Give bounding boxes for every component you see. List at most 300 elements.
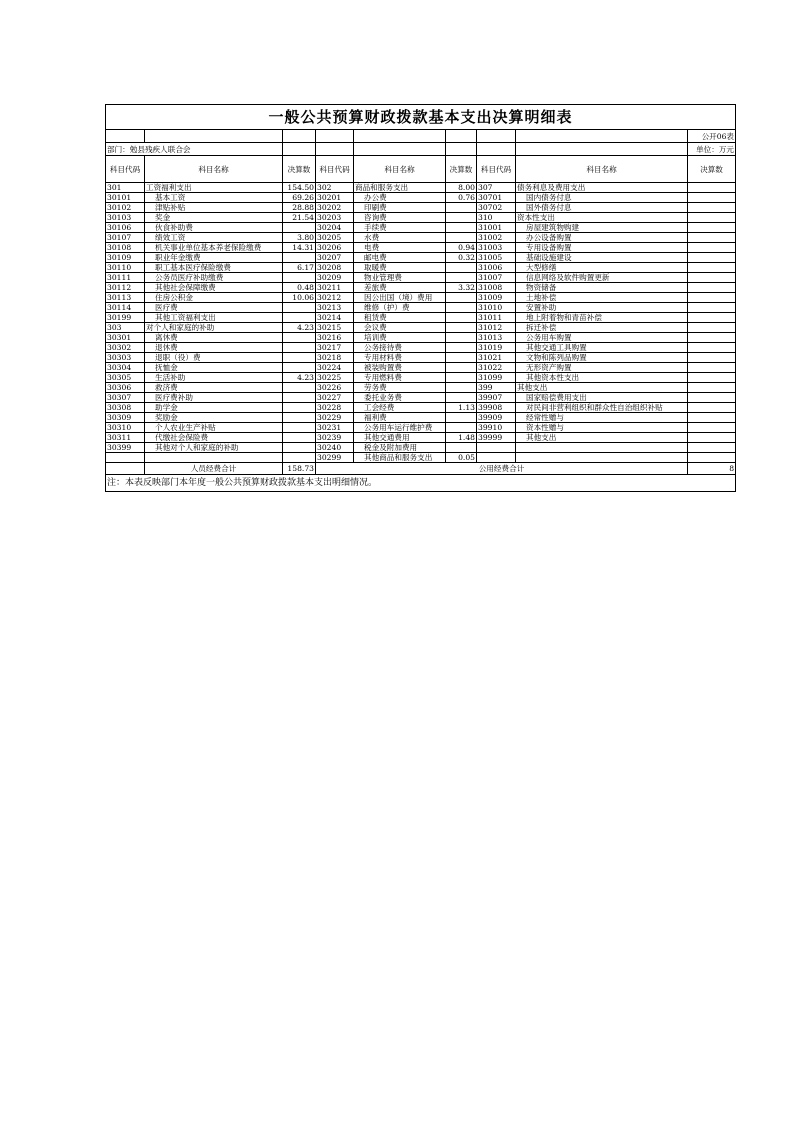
name-cell: 办公设备购置: [516, 233, 688, 243]
report-sheet: [105, 104, 735, 492]
name-cell: 其他资本性支出: [516, 373, 688, 383]
amount-cell: [446, 393, 477, 403]
table-row: [106, 263, 736, 273]
amount-cell: [688, 403, 736, 413]
name-cell: 奖金: [145, 213, 283, 223]
table-row: [106, 203, 736, 213]
name-cell: 奖励金: [145, 413, 283, 423]
amount-cell: 1.48: [446, 433, 477, 443]
code-cell: 31008: [477, 283, 516, 293]
name-cell: 抚恤金: [145, 363, 283, 373]
name-cell: 因公出国（境）费用: [354, 293, 446, 303]
amount-cell: 1.13: [446, 403, 477, 413]
name-cell: 医疗费: [145, 303, 283, 313]
code-cell: 30701: [477, 193, 516, 203]
name-cell: 房屋建筑物购建: [516, 223, 688, 233]
name-cell: 资本性赠与: [516, 423, 688, 433]
name-cell: 取暖费: [354, 263, 446, 273]
name-cell: 其他商品和服务支出: [354, 453, 446, 463]
name-cell: 电费: [354, 243, 446, 253]
amount-cell: [688, 353, 736, 363]
amount-cell: [283, 383, 316, 393]
header-name: 科目名称: [354, 156, 446, 183]
name-cell: 经常性赠与: [516, 413, 688, 423]
amount-cell: [688, 383, 736, 393]
code-cell: 30112: [106, 283, 145, 293]
amount-cell: [688, 343, 736, 353]
amount-cell: [446, 203, 477, 213]
amount-cell: [283, 223, 316, 233]
code-cell: 307: [477, 183, 516, 193]
amount-cell: [283, 423, 316, 433]
code-cell: 30239: [316, 433, 354, 443]
amount-cell: [688, 203, 736, 213]
code-cell: [106, 453, 145, 463]
table-row: [106, 193, 736, 203]
table-row: [106, 373, 736, 383]
amount-cell: [446, 413, 477, 423]
name-cell: 公务员医疗补助缴费: [145, 273, 283, 283]
public-total-value: 8: [688, 463, 736, 475]
name-cell: 其他对个人和家庭的补助: [145, 443, 283, 453]
header-code: 科目代码: [316, 156, 354, 183]
amount-cell: 10.06: [283, 293, 316, 303]
name-cell: 代缴社会保险费: [145, 433, 283, 443]
code-cell: 30216: [316, 333, 354, 343]
code-cell: 30308: [106, 403, 145, 413]
header-name: 科目名称: [516, 156, 688, 183]
name-cell: 公务接待费: [354, 343, 446, 353]
amount-cell: 21.54: [283, 213, 316, 223]
amount-cell: 4.23: [283, 373, 316, 383]
code-cell: 31003: [477, 243, 516, 253]
amount-cell: [688, 373, 736, 383]
code-cell: 39907: [477, 393, 516, 403]
amount-cell: 0.76: [446, 193, 477, 203]
code-cell: 30202: [316, 203, 354, 213]
code-cell: 30203: [316, 213, 354, 223]
expenditure-table: [105, 104, 736, 492]
table-row: [106, 273, 736, 283]
table-row: [106, 393, 736, 403]
code-cell: 30209: [316, 273, 354, 283]
totals-row: [106, 463, 736, 475]
amount-cell: [688, 263, 736, 273]
code-cell: 30302: [106, 343, 145, 353]
code-cell: 31011: [477, 313, 516, 323]
page-title: 一般公共预算财政拨款基本支出决算明细表: [106, 105, 736, 130]
name-cell: 工会经费: [354, 403, 446, 413]
table-row: [106, 213, 736, 223]
amount-cell: [446, 353, 477, 363]
code-cell: 310: [477, 213, 516, 223]
header-amount: 决算数: [446, 156, 477, 183]
amount-cell: [283, 273, 316, 283]
amount-cell: [688, 223, 736, 233]
code-cell: 30208: [316, 263, 354, 273]
amount-cell: [283, 353, 316, 363]
amount-cell: [446, 383, 477, 393]
code-cell: 30299: [316, 453, 354, 463]
amount-cell: [688, 323, 736, 333]
amount-cell: [446, 233, 477, 243]
amount-cell: [446, 423, 477, 433]
name-cell: 水费: [354, 233, 446, 243]
code-cell: 30311: [106, 433, 145, 443]
name-cell: 维修（护）费: [354, 303, 446, 313]
name-cell: 邮电费: [354, 253, 446, 263]
amount-cell: [688, 283, 736, 293]
code-cell: 30103: [106, 213, 145, 223]
amount-cell: 0.94: [446, 243, 477, 253]
public-total-label: 公用经费合计: [316, 463, 688, 475]
code-cell: 30109: [106, 253, 145, 263]
amount-cell: [688, 433, 736, 443]
code-cell: 30240: [316, 443, 354, 453]
code-cell: 399: [477, 383, 516, 393]
table-row: [106, 433, 736, 443]
header-code: 科目代码: [106, 156, 145, 183]
table-row: [106, 443, 736, 453]
name-cell: 地上附着物和青苗补偿: [516, 313, 688, 323]
code-cell: 31099: [477, 373, 516, 383]
amount-cell: [688, 423, 736, 433]
amount-cell: 28.88: [283, 203, 316, 213]
amount-cell: [688, 183, 736, 193]
code-cell: 30231: [316, 423, 354, 433]
amount-cell: 8.00: [446, 183, 477, 193]
department-label: 部门：勉县残疾人联合会: [106, 143, 283, 156]
code-cell: 31006: [477, 263, 516, 273]
name-cell: 津贴补贴: [145, 203, 283, 213]
name-cell: 伙食补助费: [145, 223, 283, 233]
table-row: [106, 323, 736, 333]
amount-cell: [446, 373, 477, 383]
amount-cell: [688, 253, 736, 263]
personnel-total-label: 人员经费合计: [145, 463, 283, 475]
amount-cell: 0.48: [283, 283, 316, 293]
amount-cell: [446, 293, 477, 303]
name-cell: 文物和陈列品购置: [516, 353, 688, 363]
code-cell: 303: [106, 323, 145, 333]
code-cell: 31010: [477, 303, 516, 313]
table-note: 注：本表反映部门本年度一般公共预算财政拨款基本支出明细情况。: [106, 475, 736, 492]
amount-cell: [446, 363, 477, 373]
name-cell: 印刷费: [354, 203, 446, 213]
amount-cell: [283, 433, 316, 443]
name-cell: 退休费: [145, 343, 283, 353]
table-row: [106, 183, 736, 193]
name-cell: 无形资产购置: [516, 363, 688, 373]
code-cell: 39909: [477, 413, 516, 423]
name-cell: 专用材料费: [354, 353, 446, 363]
name-cell: 对民间非营利组织和群众性自治组织补贴: [516, 403, 688, 413]
code-cell: 39910: [477, 423, 516, 433]
code-cell: 30111: [106, 273, 145, 283]
table-row: [106, 343, 736, 353]
name-cell: 机关事业单位基本养老保险缴费: [145, 243, 283, 253]
name-cell: 其他交通费用: [354, 433, 446, 443]
code-cell: 30228: [316, 403, 354, 413]
name-cell: 公务用车购置: [516, 333, 688, 343]
amount-cell: [283, 443, 316, 453]
code-cell: 31001: [477, 223, 516, 233]
amount-cell: 3.80: [283, 233, 316, 243]
code-cell: 302: [316, 183, 354, 193]
code-cell: 31013: [477, 333, 516, 343]
name-cell: 税金及附加费用: [354, 443, 446, 453]
code-cell: 30225: [316, 373, 354, 383]
name-cell: 委托业务费: [354, 393, 446, 403]
code-cell: 30205: [316, 233, 354, 243]
name-cell: 咨询费: [354, 213, 446, 223]
code-cell: 31007: [477, 273, 516, 283]
code-cell: 30207: [316, 253, 354, 263]
code-cell: 30211: [316, 283, 354, 293]
amount-cell: 3.32: [446, 283, 477, 293]
code-cell: 30307: [106, 393, 145, 403]
code-cell: 30113: [106, 293, 145, 303]
amount-cell: [688, 333, 736, 343]
code-cell: 30102: [106, 203, 145, 213]
name-cell: 会议费: [354, 323, 446, 333]
name-cell: [516, 453, 688, 463]
name-cell: 拆迁补偿: [516, 323, 688, 333]
amount-cell: [688, 363, 736, 373]
code-cell: 30204: [316, 223, 354, 233]
name-cell: 生活补助: [145, 373, 283, 383]
name-cell: 其他交通工具购置: [516, 343, 688, 353]
personnel-total-value: 158.73: [283, 463, 316, 475]
name-cell: 救济费: [145, 383, 283, 393]
table-row: [106, 253, 736, 263]
amount-cell: [283, 333, 316, 343]
code-cell: 30229: [316, 413, 354, 423]
amount-cell: [446, 333, 477, 343]
amount-cell: [283, 393, 316, 403]
code-cell: 30227: [316, 393, 354, 403]
code-cell: 31021: [477, 353, 516, 363]
amount-cell: [688, 443, 736, 453]
name-cell: 债务利息及费用支出: [516, 183, 688, 193]
amount-cell: [446, 343, 477, 353]
amount-cell: 154.50: [283, 183, 316, 193]
code-cell: 31012: [477, 323, 516, 333]
code-cell: 30218: [316, 353, 354, 363]
code-cell: 30217: [316, 343, 354, 353]
name-cell: 住房公积金: [145, 293, 283, 303]
amount-cell: [688, 393, 736, 403]
code-cell: 30206: [316, 243, 354, 253]
table-row: [106, 283, 736, 293]
code-cell: 30108: [106, 243, 145, 253]
code-cell: 30399: [106, 443, 145, 453]
table-row: [106, 453, 736, 463]
code-cell: 31022: [477, 363, 516, 373]
code-cell: [477, 453, 516, 463]
header-amount: 决算数: [688, 156, 736, 183]
code-cell: 301: [106, 183, 145, 193]
amount-cell: [283, 413, 316, 423]
code-cell: 30107: [106, 233, 145, 243]
amount-cell: [283, 313, 316, 323]
header-amount: 决算数: [283, 156, 316, 183]
name-cell: 福利费: [354, 413, 446, 423]
name-cell: 差旅费: [354, 283, 446, 293]
amount-cell: [688, 273, 736, 283]
name-cell: 劳务费: [354, 383, 446, 393]
code-cell: 30304: [106, 363, 145, 373]
name-cell: 物资储备: [516, 283, 688, 293]
amount-cell: [446, 323, 477, 333]
unit-label: 单位：万元: [688, 143, 736, 156]
header-code: 科目代码: [477, 156, 516, 183]
name-cell: 资本性支出: [516, 213, 688, 223]
form-code: 公开06表: [688, 130, 736, 143]
name-cell: 基本工资: [145, 193, 283, 203]
code-cell: 30224: [316, 363, 354, 373]
amount-cell: [283, 343, 316, 353]
table-row: [106, 223, 736, 233]
table-row: [106, 413, 736, 423]
table-row: [106, 303, 736, 313]
name-cell: 安置补助: [516, 303, 688, 313]
name-cell: 其他支出: [516, 433, 688, 443]
code-cell: 31019: [477, 343, 516, 353]
code-cell: 30212: [316, 293, 354, 303]
table-row: [106, 333, 736, 343]
table-row: [106, 363, 736, 373]
name-cell: 办公费: [354, 193, 446, 203]
amount-cell: [688, 243, 736, 253]
name-cell: 个人农业生产补贴: [145, 423, 283, 433]
table-row: [106, 353, 736, 363]
amount-cell: [688, 293, 736, 303]
name-cell: 培训费: [354, 333, 446, 343]
code-cell: 30110: [106, 263, 145, 273]
table-row: [106, 293, 736, 303]
name-cell: 专用设备购置: [516, 243, 688, 253]
code-cell: 39999: [477, 433, 516, 443]
code-cell: 30106: [106, 223, 145, 233]
table-row: [106, 243, 736, 253]
code-cell: 30309: [106, 413, 145, 423]
code-cell: 30199: [106, 313, 145, 323]
amount-cell: [283, 303, 316, 313]
amount-cell: [688, 213, 736, 223]
code-cell: 30306: [106, 383, 145, 393]
amount-cell: [283, 453, 316, 463]
amount-cell: [688, 453, 736, 463]
code-cell: 31009: [477, 293, 516, 303]
code-cell: 30310: [106, 423, 145, 433]
amount-cell: [283, 253, 316, 263]
amount-cell: [688, 303, 736, 313]
name-cell: [145, 453, 283, 463]
amount-cell: 4.23: [283, 323, 316, 333]
name-cell: 绩效工资: [145, 233, 283, 243]
amount-cell: [688, 413, 736, 423]
header-name: 科目名称: [145, 156, 283, 183]
name-cell: 其他支出: [516, 383, 688, 393]
name-cell: 商品和服务支出: [354, 183, 446, 193]
amount-cell: [446, 223, 477, 233]
code-cell: 30226: [316, 383, 354, 393]
code-cell: 30301: [106, 333, 145, 343]
name-cell: 租赁费: [354, 313, 446, 323]
code-cell: 30114: [106, 303, 145, 313]
code-cell: 30201: [316, 193, 354, 203]
code-cell: 39908: [477, 403, 516, 413]
name-cell: 土地补偿: [516, 293, 688, 303]
name-cell: 专用燃料费: [354, 373, 446, 383]
name-cell: 手续费: [354, 223, 446, 233]
amount-cell: [688, 233, 736, 243]
name-cell: 职工基本医疗保险缴费: [145, 263, 283, 273]
code-cell: 31002: [477, 233, 516, 243]
amount-cell: [283, 403, 316, 413]
name-cell: 公务用车运行维护费: [354, 423, 446, 433]
amount-cell: 0.05: [446, 453, 477, 463]
name-cell: 职业年金缴费: [145, 253, 283, 263]
code-cell: 30303: [106, 353, 145, 363]
amount-cell: [446, 313, 477, 323]
table-row: [106, 233, 736, 243]
table-row: [106, 423, 736, 433]
table-row: [106, 383, 736, 393]
code-cell: 30215: [316, 323, 354, 333]
name-cell: 其他社会保障缴费: [145, 283, 283, 293]
name-cell: [516, 443, 688, 453]
amount-cell: [283, 363, 316, 373]
code-cell: 30702: [477, 203, 516, 213]
name-cell: 物业管理费: [354, 273, 446, 283]
code-cell: [477, 443, 516, 453]
amount-cell: 14.31: [283, 243, 316, 253]
amount-cell: 69.26: [283, 193, 316, 203]
amount-cell: [446, 443, 477, 453]
name-cell: 信息网络及软件购置更新: [516, 273, 688, 283]
amount-cell: [446, 273, 477, 283]
amount-cell: [688, 193, 736, 203]
name-cell: 退职（役）费: [145, 353, 283, 363]
code-cell: 31005: [477, 253, 516, 263]
amount-cell: [446, 303, 477, 313]
name-cell: 国家赔偿费用支出: [516, 393, 688, 403]
code-cell: 30213: [316, 303, 354, 313]
name-cell: 其他工资福利支出: [145, 313, 283, 323]
code-cell: 30305: [106, 373, 145, 383]
amount-cell: 6.17: [283, 263, 316, 273]
code-cell: 30214: [316, 313, 354, 323]
name-cell: 离休费: [145, 333, 283, 343]
name-cell: 国内债务付息: [516, 193, 688, 203]
amount-cell: [688, 313, 736, 323]
name-cell: 助学金: [145, 403, 283, 413]
table-row: [106, 313, 736, 323]
name-cell: 工资福利支出: [145, 183, 283, 193]
name-cell: 国外债务付息: [516, 203, 688, 213]
amount-cell: [446, 263, 477, 273]
amount-cell: [446, 213, 477, 223]
name-cell: 大型修缮: [516, 263, 688, 273]
code-cell: 30101: [106, 193, 145, 203]
name-cell: 对个人和家庭的补助: [145, 323, 283, 333]
name-cell: 医疗费补助: [145, 393, 283, 403]
amount-cell: 0.32: [446, 253, 477, 263]
name-cell: 基础设施建设: [516, 253, 688, 263]
name-cell: 被装购置费: [354, 363, 446, 373]
